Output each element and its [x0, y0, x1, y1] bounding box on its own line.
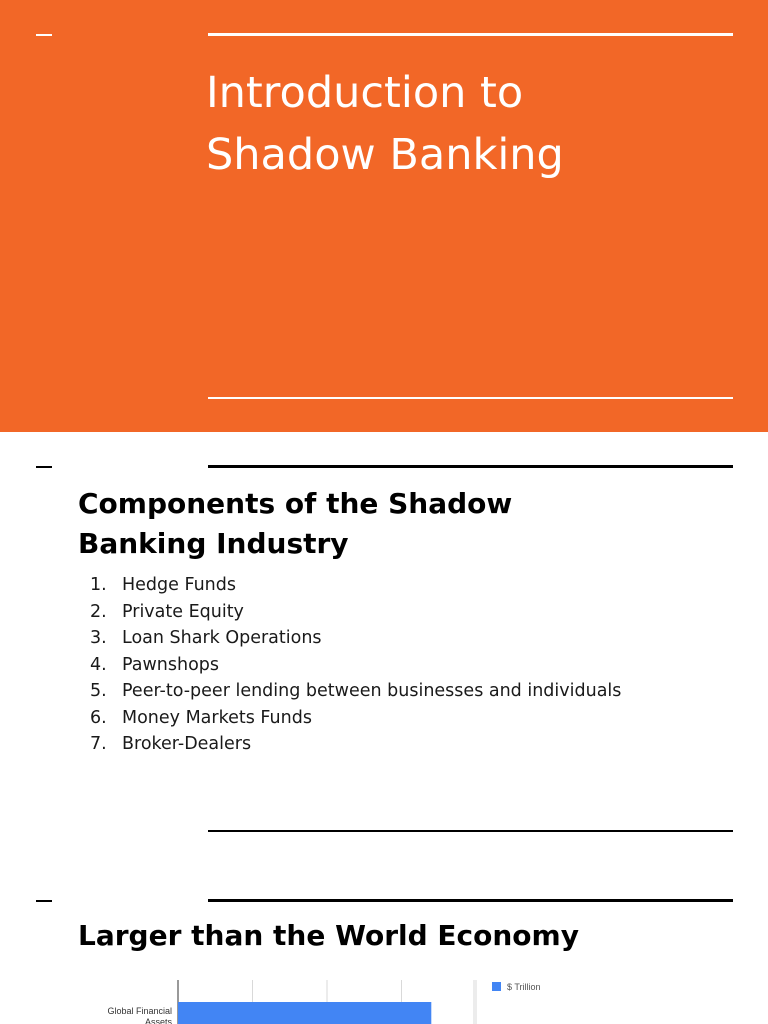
slide-marker-dash [36, 34, 52, 36]
bottom-rule [208, 397, 733, 399]
list-text: Loan Shark Operations [122, 628, 322, 648]
list-item [90, 705, 621, 732]
legend-swatch [492, 982, 501, 991]
list-text: Broker-Dealers [122, 734, 252, 754]
list-item [90, 678, 621, 705]
list-item [90, 731, 621, 758]
list-text: Money Markets Funds [122, 707, 312, 728]
slide-title: Introduction to Shadow Banking [206, 68, 564, 180]
bar [178, 1002, 431, 1024]
list-text: Peer-to-peer lending between businesses and individuals [122, 681, 622, 701]
list-text: Private Equity [122, 601, 244, 622]
chart-svg [86, 968, 556, 1024]
list-number: 3. [90, 628, 107, 648]
slide-marker-dash [36, 900, 52, 902]
top-rule [208, 465, 733, 468]
legend-label: $ Trillion [507, 982, 541, 992]
assets-bar-chart [86, 968, 556, 1024]
slide-marker-dash [36, 466, 52, 468]
economy-slide [0, 864, 768, 1024]
list-number: 4. [90, 654, 107, 675]
components-list [90, 572, 621, 758]
top-rule [208, 33, 733, 36]
list-item [90, 652, 621, 679]
category-label: Global Financial Assets [107, 1006, 172, 1024]
slide-heading: Larger than the World Economy [78, 919, 579, 952]
list-item [90, 599, 621, 626]
list-item [90, 625, 621, 652]
list-number: 1. [90, 575, 107, 595]
list-item [90, 572, 621, 599]
list-number: 2. [90, 601, 107, 622]
list-number: 5. [90, 681, 107, 701]
components-slide [0, 432, 768, 864]
list-text: Pawnshops [122, 654, 220, 675]
list-number: 7. [90, 734, 107, 754]
title-slide [0, 0, 768, 432]
slide-heading: Components of the Shadow Banking Industry [78, 487, 513, 560]
top-rule [208, 899, 733, 902]
list-number: 6. [90, 707, 107, 728]
bottom-rule [208, 830, 733, 832]
list-text: Hedge Funds [122, 575, 236, 595]
